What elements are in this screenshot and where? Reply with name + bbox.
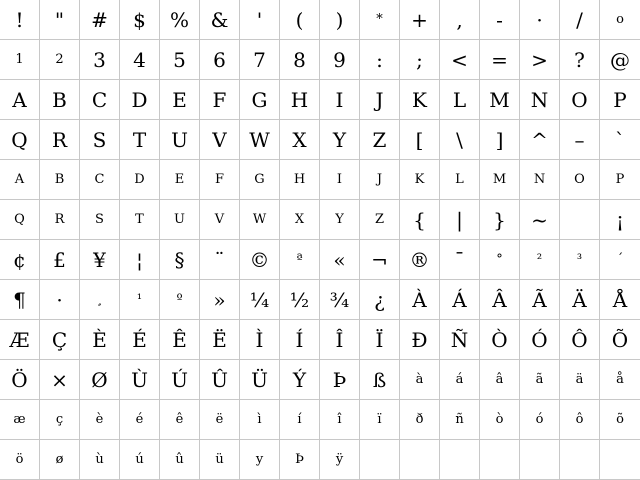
glyph-cell[interactable]: Û xyxy=(200,360,240,400)
glyph-cell[interactable]: Ê xyxy=(160,320,200,360)
glyph-cell[interactable]: > xyxy=(520,40,560,80)
glyph-cell[interactable]: Â xyxy=(480,280,520,320)
glyph-cell[interactable]: ü xyxy=(200,440,240,480)
glyph-cell[interactable]: / xyxy=(560,0,600,40)
glyph-cell[interactable]: G xyxy=(240,160,280,200)
glyph-cell[interactable]: A xyxy=(0,160,40,200)
glyph-cell[interactable]: ¿ xyxy=(360,280,400,320)
glyph-cell[interactable]: & xyxy=(200,0,240,40)
glyph-cell[interactable]: à xyxy=(400,360,440,400)
glyph-cell[interactable]: 6 xyxy=(200,40,240,80)
glyph-cell[interactable]: A xyxy=(0,80,40,120)
glyph-cell[interactable]: Y xyxy=(320,200,360,240)
glyph-cell[interactable]: B xyxy=(40,160,80,200)
glyph-cell[interactable]: 3 xyxy=(80,40,120,80)
glyph-cell[interactable]: V xyxy=(200,200,240,240)
glyph-cell[interactable]: ¬ xyxy=(360,240,400,280)
glyph-cell[interactable]: £ xyxy=(40,240,80,280)
glyph-cell[interactable]: $ xyxy=(120,0,160,40)
glyph-cell[interactable]: ù xyxy=(80,440,120,480)
glyph-cell[interactable]: Ý xyxy=(280,360,320,400)
glyph-cell[interactable]: § xyxy=(160,240,200,280)
glyph-cell[interactable]: | xyxy=(440,200,480,240)
glyph-cell[interactable]: ½ xyxy=(280,280,320,320)
glyph-cell[interactable]: 1 xyxy=(0,40,40,80)
glyph-cell[interactable]: Ò xyxy=(480,320,520,360)
glyph-cell[interactable]: Ó xyxy=(520,320,560,360)
glyph-cell[interactable]: Å xyxy=(600,280,640,320)
glyph-cell[interactable]: \ xyxy=(440,120,480,160)
glyph-cell[interactable]: é xyxy=(120,400,160,440)
glyph-cell[interactable]: ç xyxy=(40,400,80,440)
glyph-cell[interactable]: ó xyxy=(520,400,560,440)
glyph-cell[interactable]: o xyxy=(600,0,640,40)
glyph-cell[interactable]: ¨ xyxy=(200,240,240,280)
glyph-cell[interactable]: " xyxy=(40,0,80,40)
glyph-cell[interactable]: : xyxy=(360,40,400,80)
glyph-cell[interactable]: Z xyxy=(360,120,400,160)
glyph-cell[interactable]: Ë xyxy=(200,320,240,360)
glyph-cell[interactable]: % xyxy=(160,0,200,40)
glyph-cell[interactable]: L xyxy=(440,80,480,120)
glyph-cell[interactable]: í xyxy=(280,400,320,440)
glyph-cell[interactable]: F xyxy=(200,80,240,120)
glyph-cell[interactable]: U xyxy=(160,200,200,240)
glyph-cell[interactable]: # xyxy=(80,0,120,40)
glyph-cell[interactable]: D xyxy=(120,160,160,200)
glyph-cell[interactable]: ~ xyxy=(520,200,560,240)
glyph-cell[interactable]: Z xyxy=(360,200,400,240)
glyph-cell[interactable]: } xyxy=(480,200,520,240)
glyph-cell[interactable]: ! xyxy=(0,0,40,40)
glyph-cell[interactable]: Ù xyxy=(120,360,160,400)
glyph-cell[interactable]: å xyxy=(600,360,640,400)
glyph-cell[interactable]: õ xyxy=(600,400,640,440)
glyph-cell[interactable]: – xyxy=(560,120,600,160)
glyph-cell[interactable] xyxy=(560,440,600,480)
glyph-cell[interactable]: ê xyxy=(160,400,200,440)
glyph-cell[interactable]: 8 xyxy=(280,40,320,80)
glyph-cell[interactable]: Ð xyxy=(400,320,440,360)
glyph-cell[interactable]: ¥ xyxy=(80,240,120,280)
glyph-cell[interactable]: ; xyxy=(400,40,440,80)
glyph-cell[interactable]: V xyxy=(200,120,240,160)
glyph-cell[interactable]: < xyxy=(440,40,480,80)
glyph-cell[interactable]: ï xyxy=(360,400,400,440)
glyph-cell[interactable]: ¡ xyxy=(600,200,640,240)
glyph-cell[interactable]: W xyxy=(240,120,280,160)
glyph-cell[interactable]: C xyxy=(80,80,120,120)
glyph-cell[interactable]: y xyxy=(240,440,280,480)
glyph-cell[interactable]: W xyxy=(240,200,280,240)
glyph-cell[interactable]: 4 xyxy=(120,40,160,80)
glyph-cell[interactable]: Ï xyxy=(360,320,400,360)
glyph-cell[interactable]: L xyxy=(440,160,480,200)
glyph-cell[interactable]: ß xyxy=(360,360,400,400)
glyph-cell[interactable] xyxy=(560,200,600,240)
glyph-cell[interactable]: · xyxy=(40,280,80,320)
glyph-cell[interactable]: · xyxy=(520,0,560,40)
glyph-cell[interactable]: ? xyxy=(560,40,600,80)
glyph-cell[interactable]: Ü xyxy=(240,360,280,400)
glyph-cell[interactable]: Þ xyxy=(280,440,320,480)
glyph-cell[interactable] xyxy=(480,440,520,480)
glyph-cell[interactable] xyxy=(520,440,560,480)
glyph-cell[interactable]: º xyxy=(160,280,200,320)
glyph-cell[interactable]: M xyxy=(480,80,520,120)
glyph-cell[interactable]: Þ xyxy=(320,360,360,400)
glyph-cell[interactable]: ² xyxy=(520,240,560,280)
glyph-cell[interactable]: Á xyxy=(440,280,480,320)
glyph-cell[interactable]: I xyxy=(320,80,360,120)
glyph-cell[interactable]: ÿ xyxy=(320,440,360,480)
glyph-cell[interactable]: 7 xyxy=(240,40,280,80)
glyph-cell[interactable]: H xyxy=(280,80,320,120)
glyph-cell[interactable]: æ xyxy=(0,400,40,440)
glyph-cell[interactable]: O xyxy=(560,80,600,120)
glyph-cell[interactable]: ¾ xyxy=(320,280,360,320)
glyph-cell[interactable]: M xyxy=(480,160,520,200)
glyph-cell[interactable]: T xyxy=(120,200,160,240)
glyph-cell[interactable]: ® xyxy=(400,240,440,280)
glyph-cell[interactable]: ] xyxy=(480,120,520,160)
glyph-cell[interactable]: E xyxy=(160,80,200,120)
glyph-cell[interactable]: P xyxy=(600,80,640,120)
glyph-cell[interactable]: J xyxy=(360,80,400,120)
glyph-cell[interactable]: S xyxy=(80,200,120,240)
glyph-cell[interactable]: C xyxy=(80,160,120,200)
glyph-cell[interactable]: ñ xyxy=(440,400,480,440)
glyph-cell[interactable]: * xyxy=(360,0,400,40)
glyph-cell[interactable]: è xyxy=(80,400,120,440)
glyph-cell[interactable]: ( xyxy=(280,0,320,40)
glyph-cell[interactable]: û xyxy=(160,440,200,480)
glyph-cell[interactable]: O xyxy=(560,160,600,200)
glyph-cell[interactable]: È xyxy=(80,320,120,360)
glyph-cell[interactable]: É xyxy=(120,320,160,360)
glyph-cell[interactable]: × xyxy=(40,360,80,400)
glyph-cell[interactable]: ô xyxy=(560,400,600,440)
glyph-cell[interactable]: Ì xyxy=(240,320,280,360)
glyph-cell[interactable]: S xyxy=(80,120,120,160)
glyph-cell[interactable]: 2 xyxy=(40,40,80,80)
glyph-cell[interactable]: 5 xyxy=(160,40,200,80)
glyph-cell[interactable]: Ç xyxy=(40,320,80,360)
glyph-cell[interactable]: = xyxy=(480,40,520,80)
glyph-cell[interactable]: Î xyxy=(320,320,360,360)
glyph-cell[interactable] xyxy=(360,440,400,480)
glyph-cell[interactable]: ¶ xyxy=(0,280,40,320)
glyph-cell[interactable]: U xyxy=(160,120,200,160)
glyph-cell[interactable]: â xyxy=(480,360,520,400)
glyph-cell[interactable]: N xyxy=(520,80,560,120)
glyph-cell[interactable]: ¯ xyxy=(440,240,480,280)
glyph-cell[interactable]: Ø xyxy=(80,360,120,400)
glyph-cell[interactable] xyxy=(400,440,440,480)
glyph-cell[interactable]: H xyxy=(280,160,320,200)
glyph-cell[interactable]: ¢ xyxy=(0,240,40,280)
glyph-cell[interactable] xyxy=(600,440,640,480)
glyph-cell[interactable]: X xyxy=(280,120,320,160)
glyph-cell[interactable]: P xyxy=(600,160,640,200)
glyph-cell[interactable]: Ã xyxy=(520,280,560,320)
glyph-cell[interactable]: Ä xyxy=(560,280,600,320)
glyph-cell[interactable]: Q xyxy=(0,200,40,240)
glyph-cell[interactable]: ã xyxy=(520,360,560,400)
glyph-cell[interactable]: @ xyxy=(600,40,640,80)
glyph-cell[interactable]: K xyxy=(400,160,440,200)
glyph-cell[interactable]: ë xyxy=(200,400,240,440)
glyph-cell[interactable]: ö xyxy=(0,440,40,480)
glyph-cell[interactable]: á xyxy=(440,360,480,400)
glyph-cell[interactable]: G xyxy=(240,80,280,120)
glyph-cell[interactable]: î xyxy=(320,400,360,440)
glyph-cell[interactable]: E xyxy=(160,160,200,200)
glyph-cell[interactable]: ` xyxy=(600,120,640,160)
glyph-cell[interactable]: ì xyxy=(240,400,280,440)
glyph-cell[interactable]: Q xyxy=(0,120,40,160)
glyph-cell[interactable]: , xyxy=(440,0,480,40)
glyph-cell[interactable]: ¦ xyxy=(120,240,160,280)
glyph-cell[interactable]: » xyxy=(200,280,240,320)
glyph-cell[interactable]: Ö xyxy=(0,360,40,400)
glyph-cell[interactable]: Y xyxy=(320,120,360,160)
glyph-cell[interactable]: Ú xyxy=(160,360,200,400)
glyph-cell[interactable]: 9 xyxy=(320,40,360,80)
glyph-cell[interactable]: B xyxy=(40,80,80,120)
glyph-cell[interactable]: À xyxy=(400,280,440,320)
glyph-cell[interactable]: X xyxy=(280,200,320,240)
glyph-cell[interactable]: R xyxy=(40,120,80,160)
glyph-cell[interactable]: I xyxy=(320,160,360,200)
glyph-cell[interactable]: ø xyxy=(40,440,80,480)
glyph-cell[interactable]: K xyxy=(400,80,440,120)
glyph-cell[interactable]: ^ xyxy=(520,120,560,160)
glyph-cell[interactable]: N xyxy=(520,160,560,200)
glyph-cell[interactable]: ¹ xyxy=(120,280,160,320)
glyph-cell[interactable]: ' xyxy=(240,0,280,40)
glyph-cell[interactable]: - xyxy=(480,0,520,40)
glyph-cell[interactable]: ä xyxy=(560,360,600,400)
glyph-cell[interactable]: ò xyxy=(480,400,520,440)
glyph-cell[interactable]: ³ xyxy=(560,240,600,280)
glyph-cell[interactable]: Æ xyxy=(0,320,40,360)
glyph-cell[interactable]: Ñ xyxy=(440,320,480,360)
glyph-cell[interactable]: Õ xyxy=(600,320,640,360)
glyph-cell[interactable]: Ô xyxy=(560,320,600,360)
glyph-cell[interactable]: Í xyxy=(280,320,320,360)
glyph-cell[interactable]: F xyxy=(200,160,240,200)
glyph-cell[interactable]: T xyxy=(120,120,160,160)
glyph-cell[interactable]: ª xyxy=(280,240,320,280)
glyph-cell[interactable]: D xyxy=(120,80,160,120)
glyph-cell[interactable]: R xyxy=(40,200,80,240)
glyph-cell[interactable]: J xyxy=(360,160,400,200)
glyph-cell[interactable] xyxy=(440,440,480,480)
glyph-cell[interactable]: { xyxy=(400,200,440,240)
glyph-cell[interactable]: ) xyxy=(320,0,360,40)
glyph-cell[interactable]: ° xyxy=(480,240,520,280)
glyph-cell[interactable]: « xyxy=(320,240,360,280)
glyph-cell[interactable]: ¸ xyxy=(80,280,120,320)
glyph-cell[interactable]: © xyxy=(240,240,280,280)
glyph-cell[interactable]: ú xyxy=(120,440,160,480)
glyph-cell[interactable]: [ xyxy=(400,120,440,160)
glyph-cell[interactable]: ð xyxy=(400,400,440,440)
glyph-cell[interactable]: + xyxy=(400,0,440,40)
glyph-cell[interactable]: ¼ xyxy=(240,280,280,320)
glyph-cell[interactable]: ´ xyxy=(600,240,640,280)
